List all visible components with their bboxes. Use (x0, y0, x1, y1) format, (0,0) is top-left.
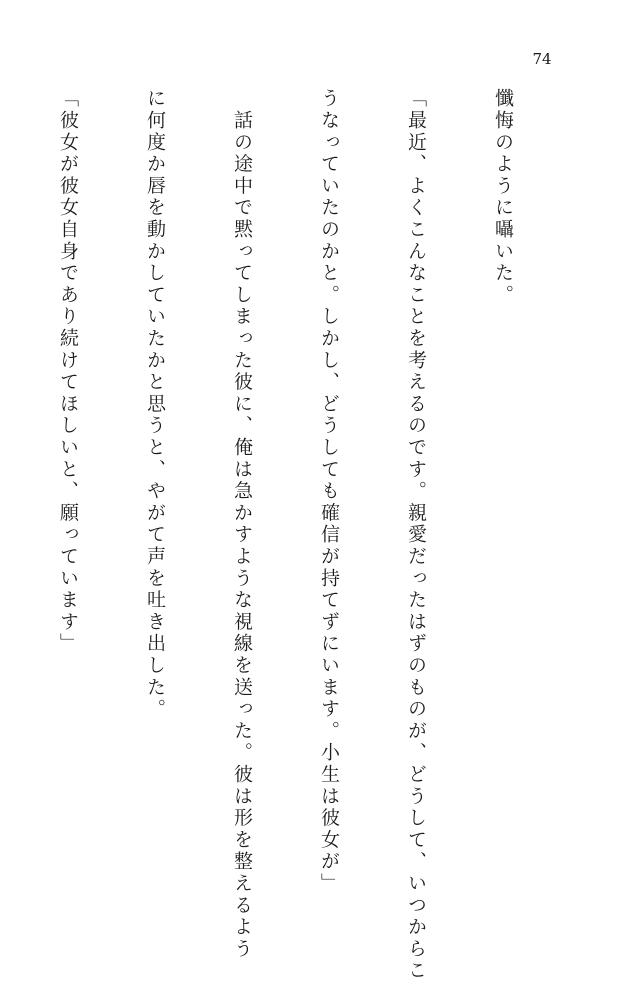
text-line: 「最近、よくこんなことを考えるのです。親愛だったはずのものが、どうして、いつからこ (405, 88, 427, 982)
body-text (57, 88, 575, 982)
text-line: に何度か唇を動かしていたかと思うと、やがて声を吐き出した。 (144, 88, 166, 721)
text-line: 懺悔のように囁いた。 (492, 88, 514, 306)
text-line: 「彼女が彼女自身であり続けてほしいと、願っています」 (57, 88, 79, 655)
text-line: 話の途中で黙ってしまった彼に、俺は急かすような視線を送った。彼は形を整えるよう (231, 88, 253, 960)
page-number: 74 (532, 50, 552, 68)
text-line: うなっていたのかと。しかし、どうしても確信が持てずにいます。小生は彼女が」 (318, 88, 340, 895)
